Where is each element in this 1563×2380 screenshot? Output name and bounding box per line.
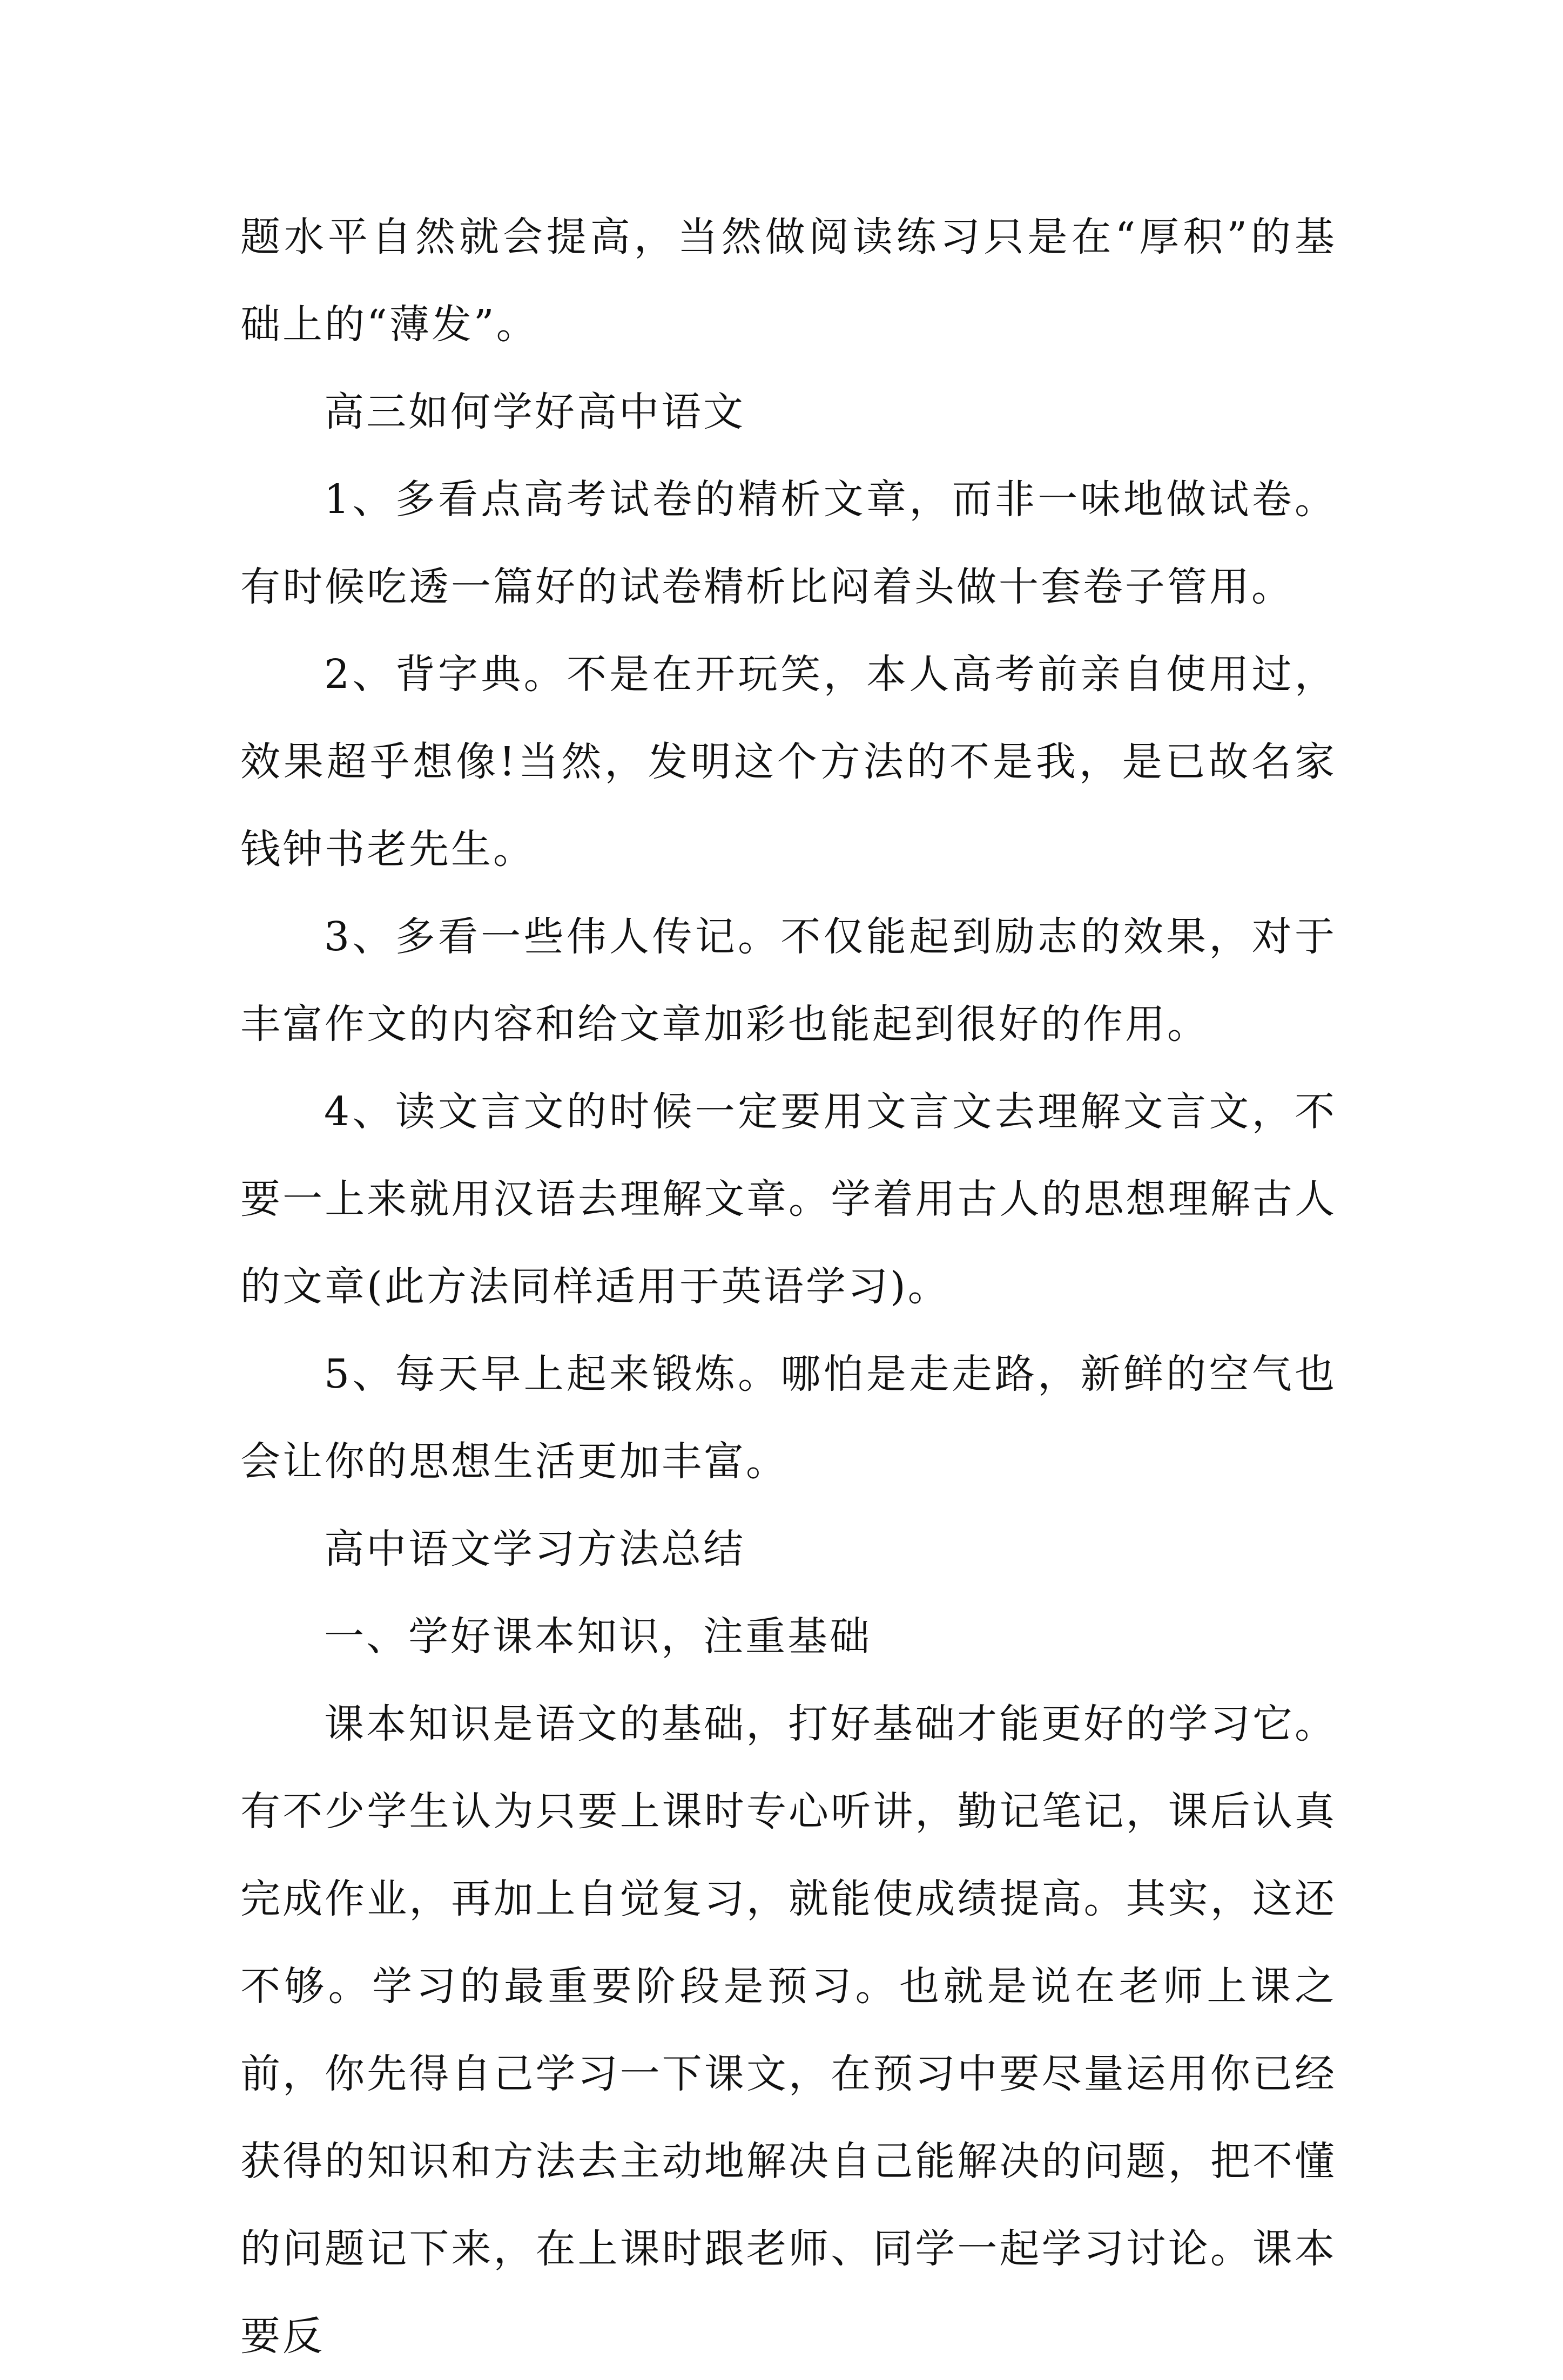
list-item-5: 5、每天早上起来锻炼。哪怕是走走路，新鲜的空气也会让你的思想生活更加丰富。 bbox=[240, 1351, 1337, 1485]
list-item-1: 1、多看点高考试卷的精析文章，而非一味地做试卷。有时候吃透一篇好的试卷精析比闷着头做十套卷子管用。 bbox=[240, 476, 1337, 610]
list-item-3: 3、多看一些伟人传记。不仅能起到励志的效果，对于丰富作文的内容和给文章加彩也能起到很好的作用。 bbox=[240, 914, 1337, 1047]
list-item-2: 2、背字典。不是在开玩笑，本人高考前亲自使用过，效果超乎想像!当然，发明这个方法的不是我，是已故名家钱钟书老先生。 bbox=[240, 651, 1337, 873]
section-heading-gaosan: 高三如何学好高中语文 bbox=[324, 389, 745, 435]
paragraph-continuation: 题水平自然就会提高，当然做阅读练习只是在“厚积”的基础上的“薄发”。 bbox=[240, 214, 1337, 348]
subsection-heading-1: 一、学好课本知识，注重基础 bbox=[324, 1613, 872, 1660]
list-item-4: 4、读文言文的时候一定要用文言文去理解文言文，不要一上来就用汉语去理解文章。学着用古人的思想理解古人的文章(此方法同样适用于英语学习)。 bbox=[240, 1088, 1337, 1310]
body-paragraph: 课本知识是语文的基础，打好基础才能更好的学习它。有不少学生认为只要上课时专心听讲，勤记笔记，课后认真完成作业，再加上自觉复习，就能使成绩提高。其实，这还不够。学习的最重要阶段是预习。也就是说在老师上课之前，你先得自己学习一下课文，在预习中要尽量运用你已经获得的知识和方法去主动地解决自己能解决的问题，把不懂的问题记下来，在上课时跟老师、同学一起学习讨论。课本要反 bbox=[240, 1701, 1337, 2359]
section-heading-summary: 高中语文学习方法总结 bbox=[324, 1526, 745, 1572]
document-body bbox=[240, 193, 1337, 2380]
